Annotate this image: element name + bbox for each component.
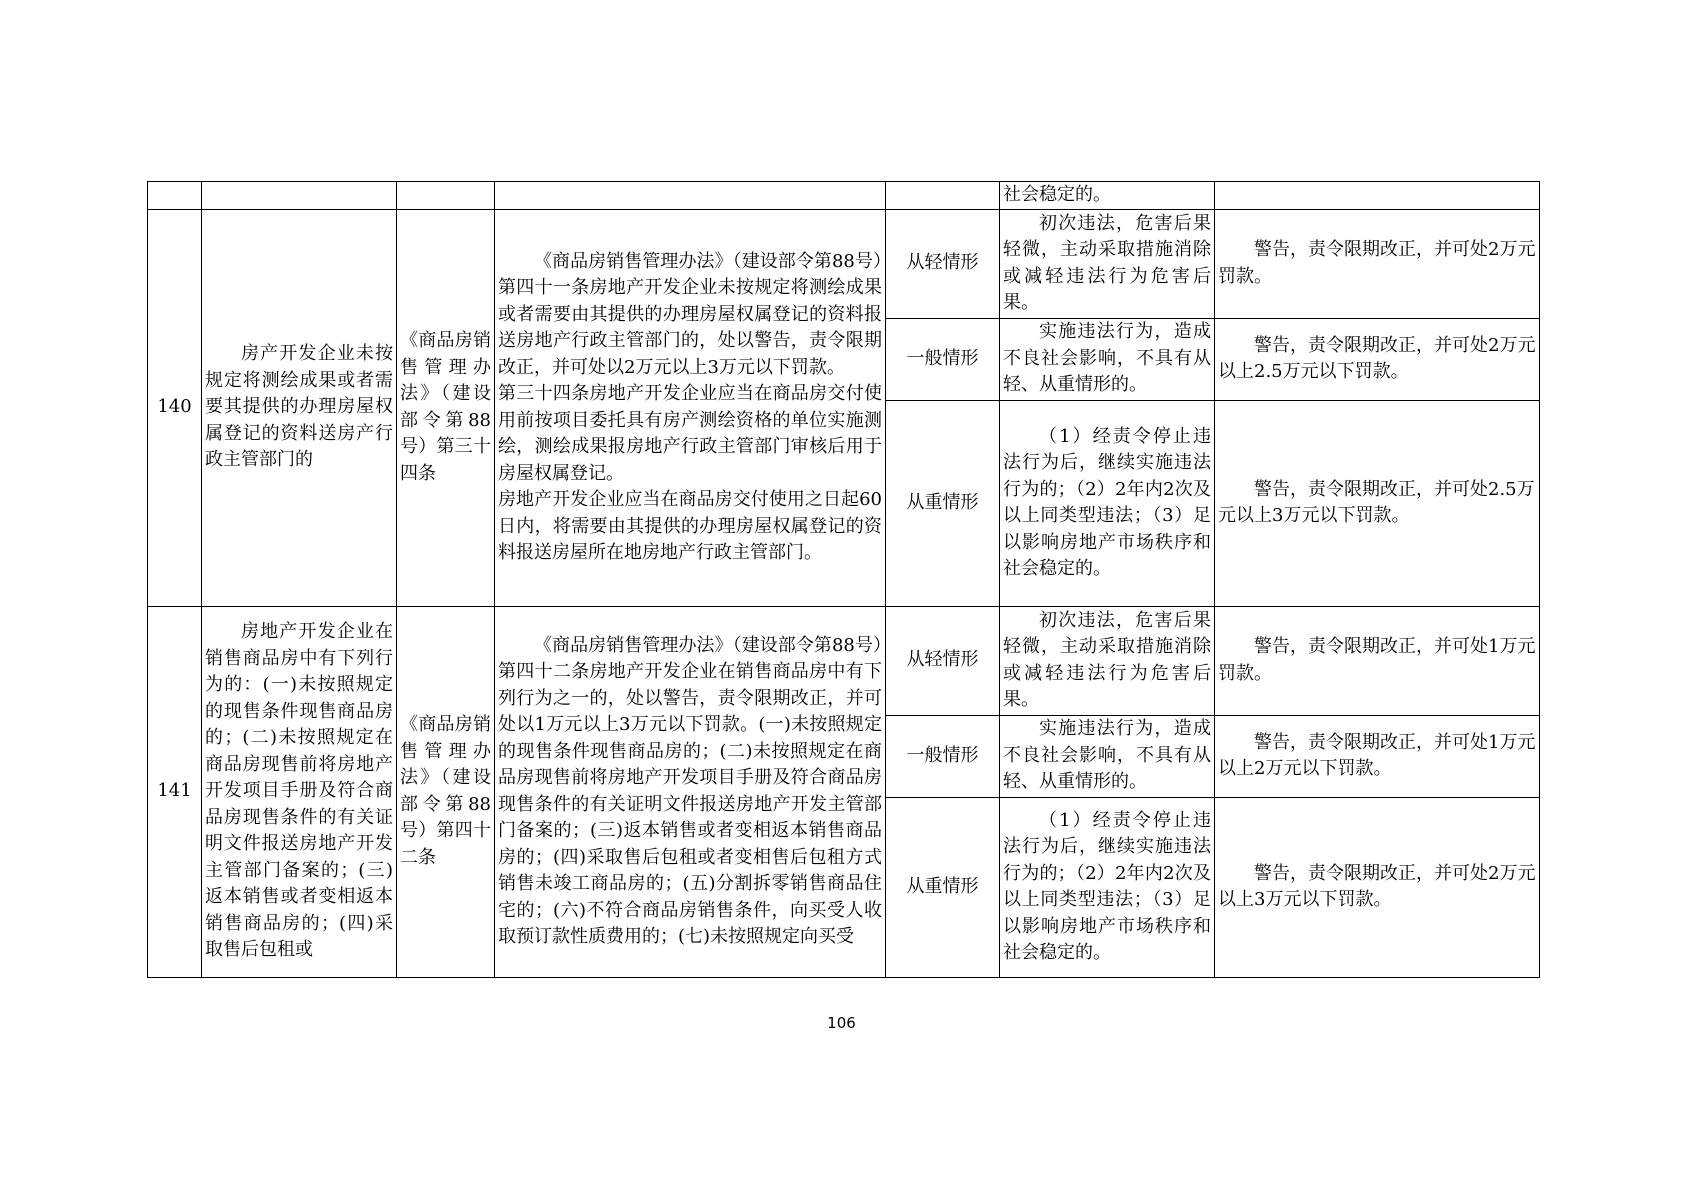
penalty-heavy: 警告，责令限期改正，并可处2万元以上3万元以下罚款。 <box>1215 797 1540 977</box>
penalty-light: 警告，责令限期改正，并可处2万元罚款。 <box>1215 209 1540 318</box>
page-number: 106 <box>827 1014 856 1032</box>
item-number: 141 <box>148 606 202 977</box>
cell-empty <box>495 182 886 210</box>
item-number: 140 <box>148 209 202 606</box>
illegal-behavior: 房产开发企业未按规定将测绘成果或者需要其提供的办理房屋权属登记的资料送房产行政主管部门的 <box>202 209 397 606</box>
criteria-light: 初次违法，危害后果轻微，主动采取措施消除或减轻违法行为危害后果。 <box>1000 209 1215 318</box>
degree-general: 一般情形 <box>886 318 1000 400</box>
provision-paragraph: 《商品房销售管理办法》（建设部令第88号）第四十一条房地产开发企业未按规定将测绘成果或者需要由其提供的办理房屋权属登记的资料报送房地产行政主管部门的，处以警告，责令限期改正，并可处以2万元以上3万元以下罚款。 <box>498 250 882 378</box>
cell-empty <box>202 182 397 210</box>
criteria-heavy: （1）经责令停止违法行为后，继续实施违法行为的；（2）2年内2次及以上同类型违法；（3）足以影响房地产市场秩序和社会稳定的。 <box>1000 400 1215 606</box>
degree-light: 从轻情形 <box>886 209 1000 318</box>
penalty-general: 警告，责令限期改正，并可处1万元以上2万元以下罚款。 <box>1215 715 1540 797</box>
provision-paragraph: 房地产开发企业应当在商品房交付使用之日起60日内，将需要由其提供的办理房屋权属登记的资料报送房屋所在地房地产行政主管部门。 <box>498 489 882 563</box>
degree-light: 从轻情形 <box>886 606 1000 715</box>
cell-empty <box>1215 182 1540 210</box>
penalty-heavy: 警告，责令限期改正，并可处2.5万元以上3万元以下罚款。 <box>1215 400 1540 606</box>
legal-basis: 《商品房销售管理办法》（建设部令第88号）第四十二条 <box>397 606 495 977</box>
penalty-light: 警告，责令限期改正，并可处1万元罚款。 <box>1215 606 1540 715</box>
penalty-standard-table <box>147 181 1540 978</box>
criteria-light: 初次违法，危害后果轻微，主动采取措施消除或减轻违法行为危害后果。 <box>1000 606 1215 715</box>
cell-empty <box>397 182 495 210</box>
criteria-general: 实施违法行为，造成不良社会影响，不具有从轻、从重情形的。 <box>1000 318 1215 400</box>
degree-heavy: 从重情形 <box>886 400 1000 606</box>
criteria-general: 实施违法行为，造成不良社会影响，不具有从轻、从重情形的。 <box>1000 715 1215 797</box>
continuation-criteria: 社会稳定的。 <box>1000 182 1215 210</box>
table-row <box>148 209 1540 318</box>
illegal-behavior: 房地产开发企业在销售商品房中有下列行为的：(一)未按照规定的现售条件现售商品房的；(二)未按照规定在商品房现售前将房地产开发项目手册及符合商品房现售条件的有关证明文件报送房地产开发主管部门备案的；(三)返本销售或者变相返本销售商品房的；(四)采取售后包租或 <box>202 606 397 977</box>
penalty-provision <box>495 606 886 977</box>
table-row-continuation <box>148 182 1540 210</box>
provision-paragraph: 第三十四条房地产开发企业应当在商品房交付使用前按项目委托具有房产测绘资格的单位实施测绘，测绘成果报房地产行政主管部门审核后用于房屋权属登记。 <box>498 383 882 484</box>
cell-empty <box>886 182 1000 210</box>
degree-general: 一般情形 <box>886 715 1000 797</box>
degree-heavy: 从重情形 <box>886 797 1000 977</box>
penalty-provision <box>495 209 886 606</box>
legal-basis: 《商品房销售管理办法》（建设部令第88号）第三十四条 <box>397 209 495 606</box>
table-row <box>148 606 1540 715</box>
provision-paragraph: 《商品房销售管理办法》（建设部令第88号）第四十二条房地产开发企业在销售商品房中有下列行为之一的，处以警告，责令限期改正，并可处以1万元以上3万元以下罚款。(一)未按照规定的现售条件现售商品房的；(二)未按照规定在商品房现售前将房地产开发项目手册及符合商品房现售条件的有关证明文件报送房地产开发主管部门备案的；(三)返本销售或者变相返本销售商品房的；(四)采取售后包租或者变相售后包租方式销售未竣工商品房的；(五)分割拆零销售商品住宅的；(六)不符合商品房销售条件，向买受人收取预订款性质费用的；(七)未按照规定向买受 <box>498 634 882 947</box>
criteria-heavy: （1）经责令停止违法行为后，继续实施违法行为的；（2）2年内2次及以上同类型违法；（3）足以影响房地产市场秩序和社会稳定的。 <box>1000 797 1215 977</box>
cell-empty <box>148 182 202 210</box>
penalty-general: 警告，责令限期改正，并可处2万元以上2.5万元以下罚款。 <box>1215 318 1540 400</box>
